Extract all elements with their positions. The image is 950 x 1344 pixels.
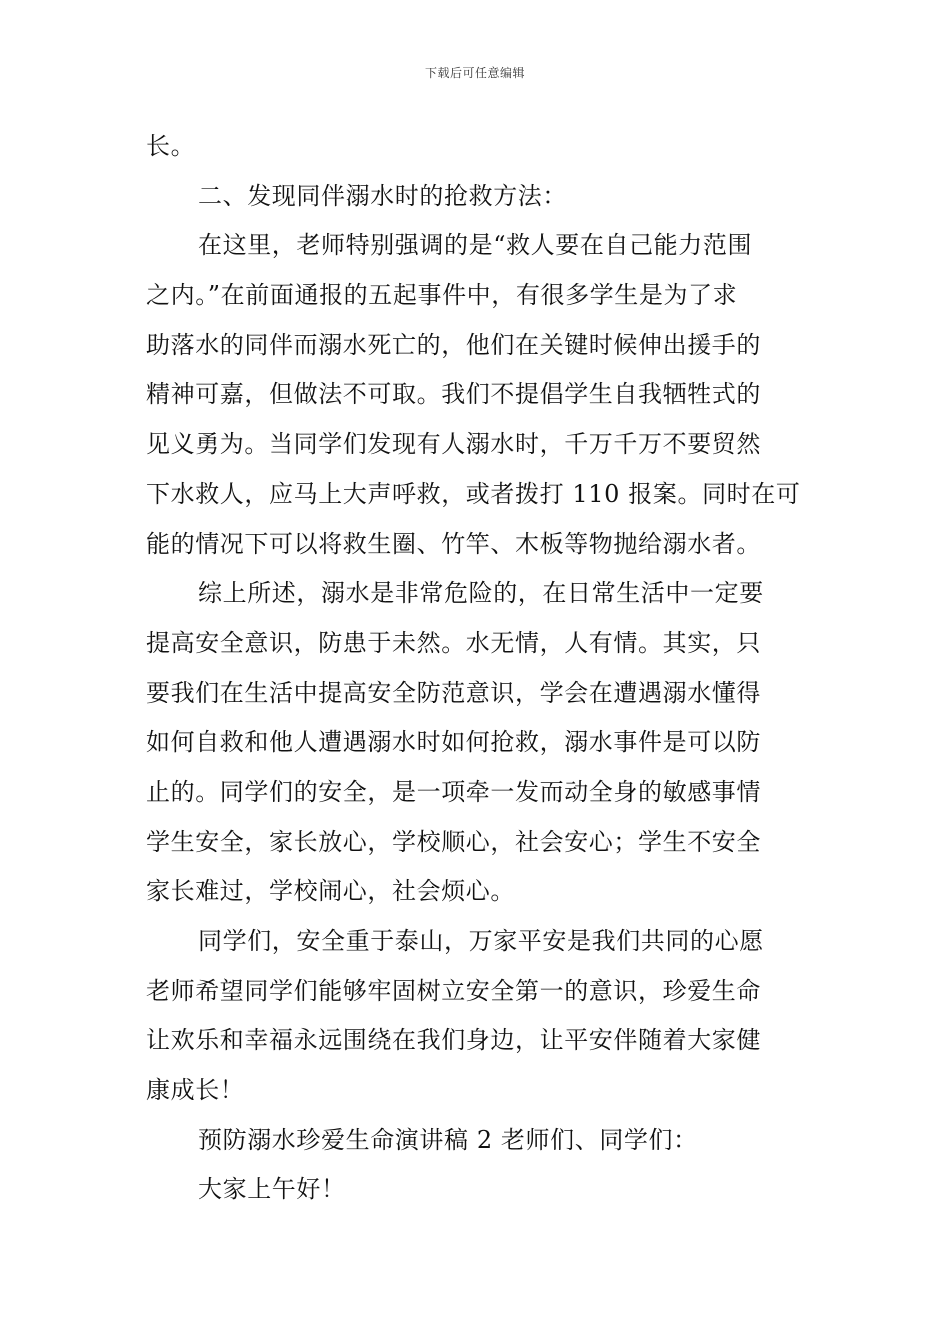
text-line: 康成长！ bbox=[146, 1076, 245, 1105]
text-line: 预防溺水珍爱生命演讲稿 2 老师们、同学们： bbox=[198, 1125, 698, 1154]
text-line: 家长难过，学校闹心，社会烦心。 bbox=[146, 877, 515, 906]
text-line: 下水救人，应马上大声呼救，或者拨打 110 报案。同时在可 bbox=[146, 479, 801, 508]
text-line: 大家上午好！ bbox=[198, 1175, 346, 1204]
body-text bbox=[146, 122, 808, 1215]
text-line: 要我们在生活中提高安全防范意识，学会在遭遇溺水懂得 bbox=[146, 678, 761, 707]
text-line: 同学们，安全重于泰山，万家平安是我们共同的心愿 bbox=[198, 927, 764, 955]
text-line: 让欢乐和幸福永远围绕在我们身边，让平安伴随着大家健 bbox=[146, 1026, 761, 1055]
page-header: 下载后可任意编辑 bbox=[424, 66, 525, 80]
text-line: 二、发现同伴溺水时的抢救方法： bbox=[198, 181, 567, 210]
text-line: 提高安全意识，防患于未然。水无情，人有情。其实，只 bbox=[146, 628, 761, 657]
text-line: 老师希望同学们能够牢固树立安全第一的意识，珍爱生命 bbox=[146, 976, 761, 1005]
text-line: 学生安全，家长放心，学校顺心，社会安心；学生不安全 bbox=[146, 827, 761, 856]
text-line: 助落水的同伴而溺水死亡的，他们在关键时候伸出援手的 bbox=[146, 330, 761, 359]
text-line: 综上所述，溺水是非常危险的，在日常生活中一定要 bbox=[198, 579, 764, 608]
text-line: 止的。同学们的安全，是一项牵一发而动全身的敏感事情 bbox=[146, 777, 761, 806]
text-line: 见义勇为。当同学们发现有人溺水时，千万千万不要贸然 bbox=[146, 430, 761, 459]
text-line: 之内。”在前面通报的五起事件中，有很多学生是为了求 bbox=[146, 281, 738, 310]
text-line: 在这里，老师特别强调的是“救人要在自己能力范围 bbox=[198, 231, 753, 260]
text-line: 精神可嘉，但做法不可取。我们不提倡学生自我牺牲式的 bbox=[146, 380, 761, 409]
text-line: 如何自救和他人遭遇溺水时如何抢救，溺水事件是可以防 bbox=[146, 728, 761, 757]
text-line: 长。 bbox=[146, 132, 196, 160]
text-line: 能的情况下可以将救生圈、竹竿、木板等物抛给溺水者。 bbox=[146, 529, 761, 558]
